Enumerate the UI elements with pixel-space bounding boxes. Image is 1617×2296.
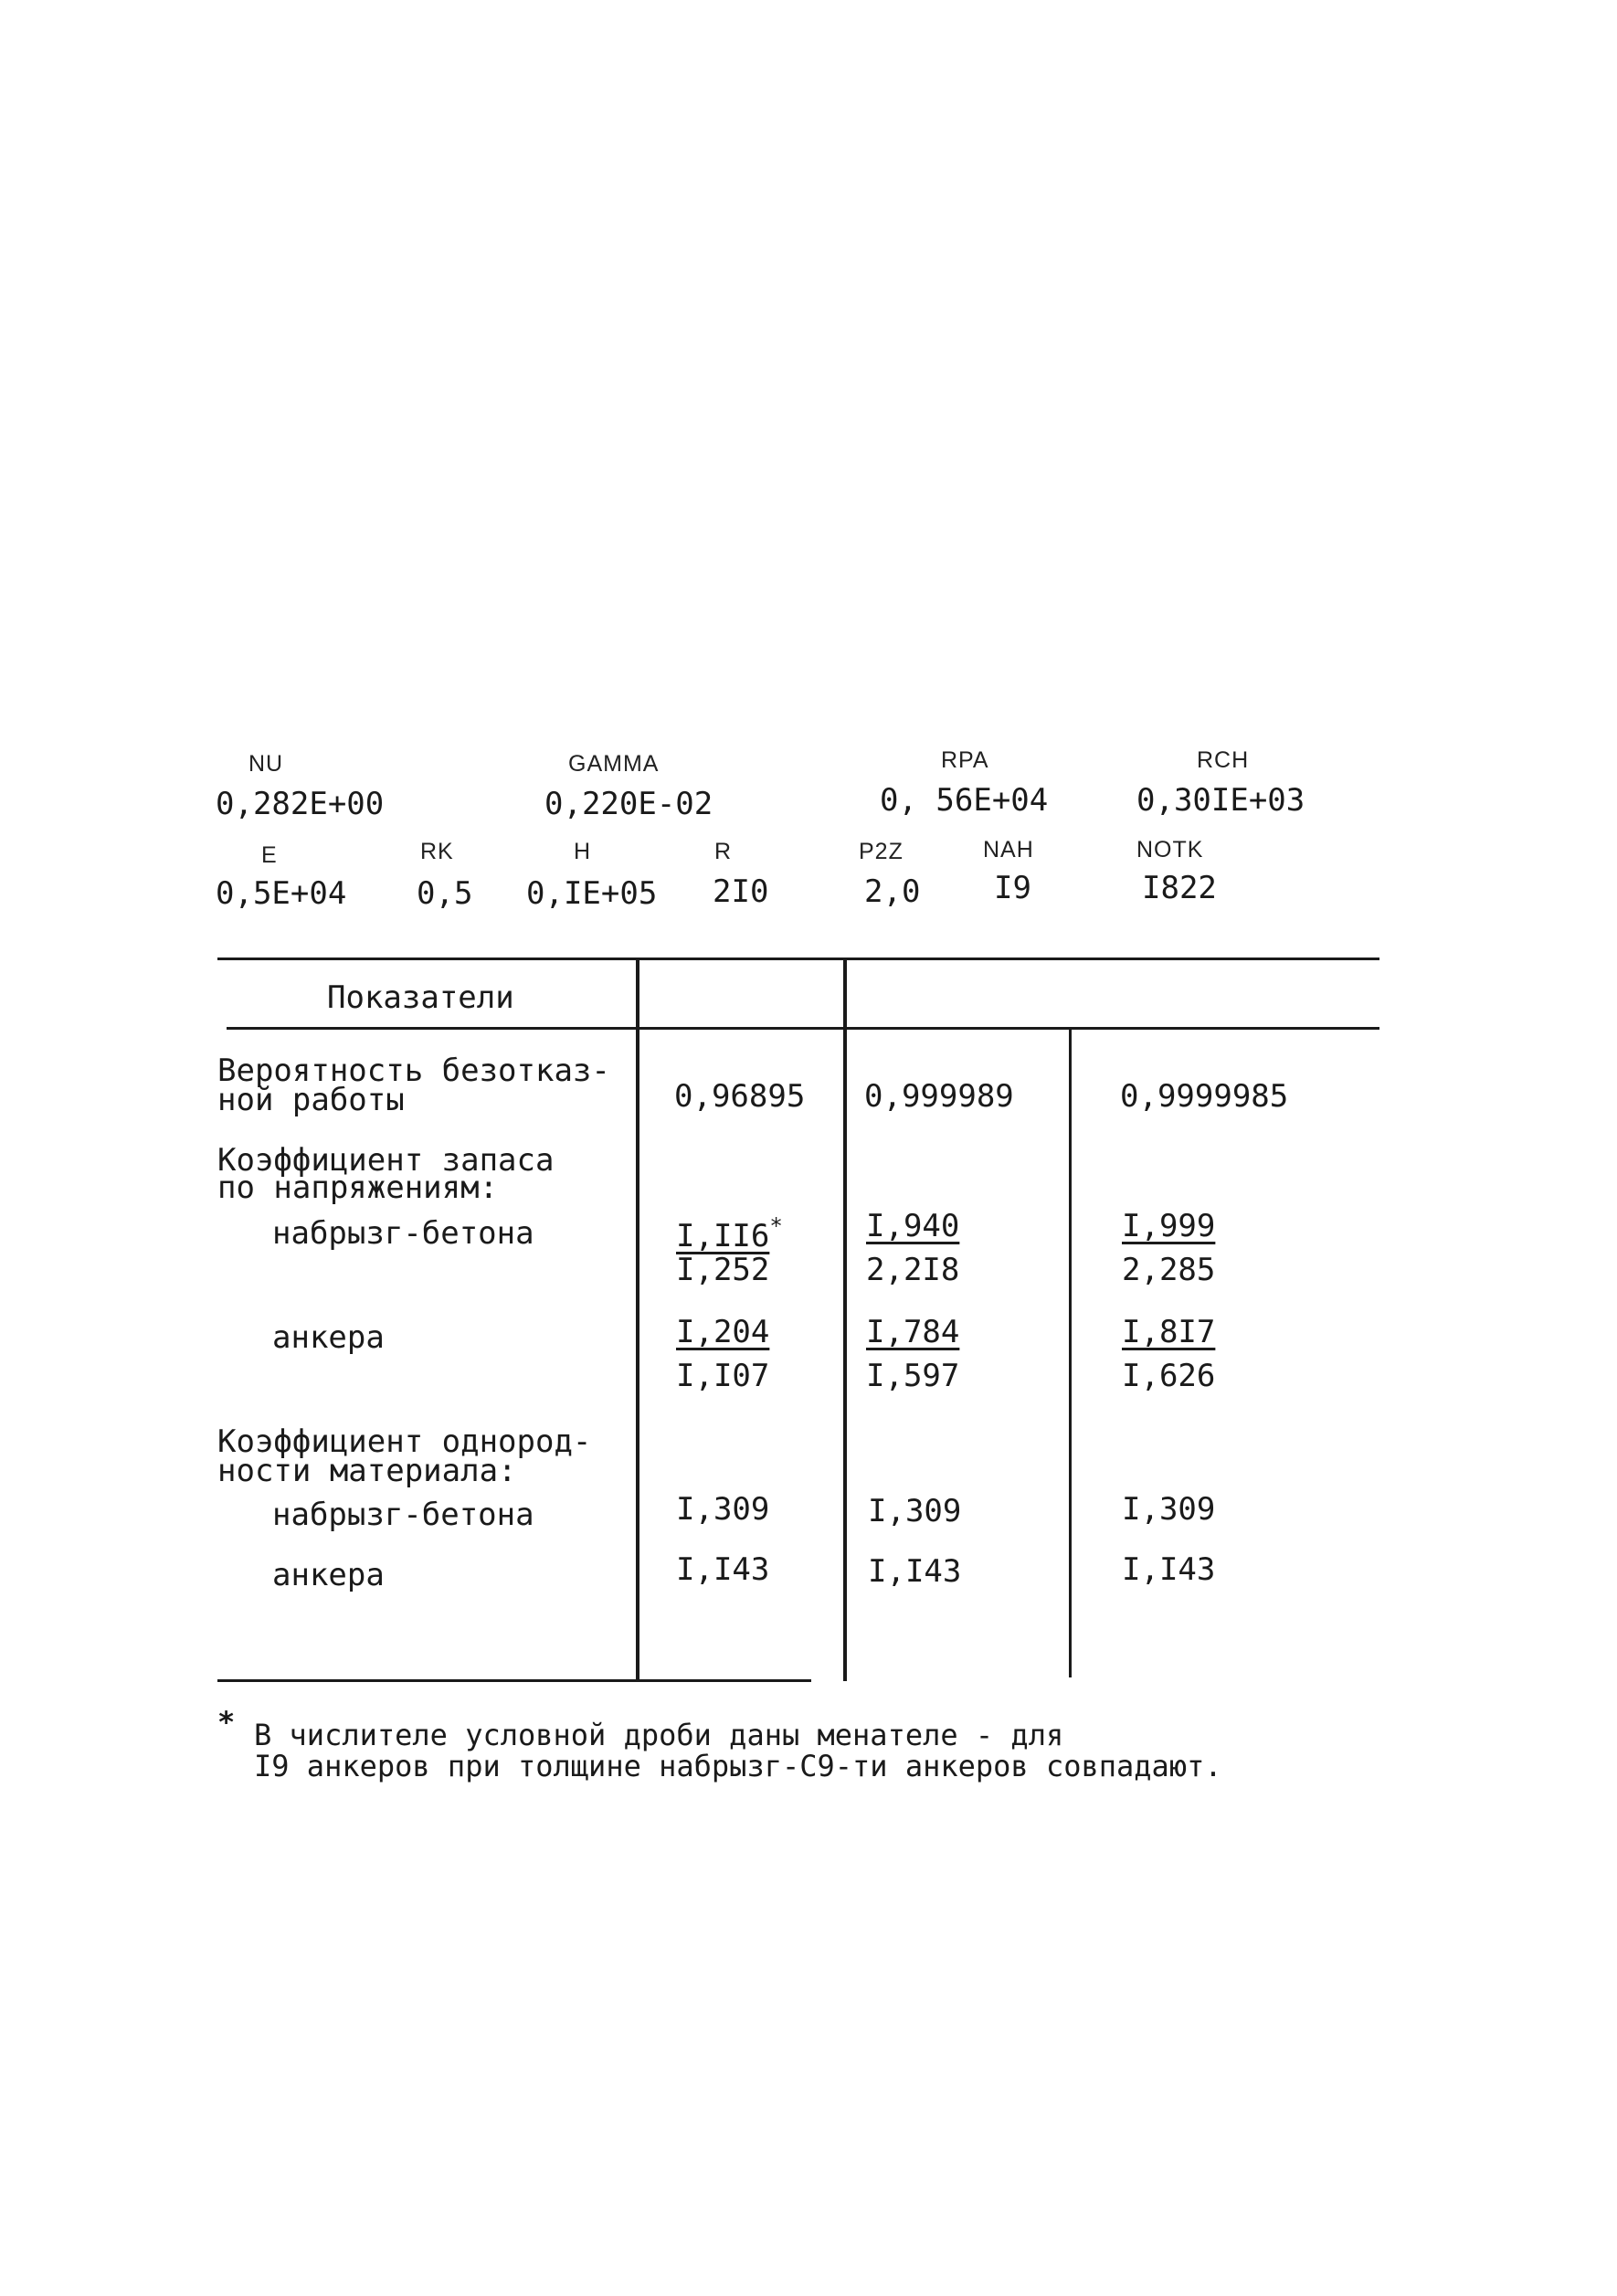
param-nu-label: NU bbox=[248, 751, 284, 777]
param-p2z-value: 2,0 bbox=[864, 873, 921, 910]
param-nah-value: I9 bbox=[994, 870, 1031, 906]
table-col-divider-2 bbox=[843, 958, 847, 1681]
reserve-anchor-col3-top: I,8I7 bbox=[1122, 1314, 1216, 1350]
table-bottom-rule bbox=[217, 1679, 811, 1682]
prob-label-line1: Вероятность безотказ- bbox=[217, 1053, 610, 1089]
prob-value-col2: 0,999989 bbox=[864, 1078, 1014, 1115]
table-top-rule bbox=[217, 958, 1379, 960]
param-notk-value: I822 bbox=[1142, 870, 1217, 906]
param-nah-label: NAH bbox=[983, 837, 1034, 862]
param-gamma-label: GAMMA bbox=[568, 751, 660, 777]
reserve-shotcrete-col3-bottom: 2,285 bbox=[1122, 1252, 1216, 1288]
param-rch-label: RCH bbox=[1197, 747, 1250, 773]
param-h-label: H bbox=[574, 839, 592, 864]
footnote-line2: I9 анкеров при толщине набрызг-С9-ти анкеров совпадают. bbox=[254, 1749, 1222, 1783]
reserve-label-line1: Коэффициент запаса bbox=[217, 1142, 555, 1179]
param-rpa-value: 0, 56E+04 bbox=[880, 782, 1049, 819]
reserve-label-line2: по напряжениям: bbox=[217, 1169, 499, 1206]
footnote-mark: * bbox=[769, 1213, 783, 1239]
reserve-shotcrete-col1-bottom: I,252 bbox=[676, 1252, 770, 1288]
footnote-line1: В числителе условной дроби даны менателе - для bbox=[254, 1718, 1064, 1752]
table-col-divider-1 bbox=[636, 958, 639, 1681]
table-header-rule bbox=[227, 1027, 1379, 1030]
homog-anchor-col1: I,I43 bbox=[676, 1551, 770, 1588]
reserve-anchor-col1-top: I,204 bbox=[676, 1314, 770, 1350]
homog-shotcrete-col3: I,309 bbox=[1122, 1491, 1216, 1528]
reserve-anchor-col2-bottom: I,597 bbox=[866, 1358, 960, 1394]
prob-value-col1: 0,96895 bbox=[674, 1078, 806, 1115]
param-notk-label: NOTK bbox=[1136, 837, 1204, 862]
prob-value-col3: 0,9999985 bbox=[1120, 1078, 1289, 1115]
table-header-label: Показатели bbox=[327, 979, 514, 1016]
param-h-value: 0,IE+05 bbox=[526, 875, 658, 912]
param-nu-value: 0,282E+00 bbox=[216, 786, 385, 822]
param-rpa-label: RPA bbox=[941, 747, 989, 773]
param-e-value: 0,5E+04 bbox=[216, 875, 347, 912]
prob-label-line2: ной работы bbox=[217, 1082, 405, 1118]
reserve-anchor-col3-bottom: I,626 bbox=[1122, 1358, 1216, 1394]
param-rch-value: 0,30IE+03 bbox=[1136, 782, 1305, 819]
reserve-anchor-col1-bottom: I,I07 bbox=[676, 1358, 770, 1394]
reserve-shotcrete-col2-bottom: 2,2I8 bbox=[866, 1252, 960, 1288]
numerator: I,II6 bbox=[676, 1218, 770, 1254]
param-r-value: 2I0 bbox=[713, 873, 769, 910]
homog-shotcrete-col2: I,309 bbox=[868, 1493, 962, 1529]
homog-label-line2: ности материала: bbox=[217, 1453, 517, 1489]
reserve-shotcrete-col2-top: I,940 bbox=[866, 1208, 960, 1244]
homog-label-line1: Коэффициент однород- bbox=[217, 1423, 592, 1460]
homog-anchor-col3: I,I43 bbox=[1122, 1551, 1216, 1588]
homog-shotcrete-col1: I,309 bbox=[676, 1491, 770, 1528]
reserve-sub-shotcrete-label: набрызг-бетона bbox=[272, 1215, 534, 1252]
reserve-sub-anchor-label: анкера bbox=[272, 1319, 385, 1356]
param-e-label: E bbox=[261, 842, 278, 868]
reserve-shotcrete-col3-top: I,999 bbox=[1122, 1208, 1216, 1244]
reserve-anchor-col2-top: I,784 bbox=[866, 1314, 960, 1350]
param-rk-label: RK bbox=[420, 839, 454, 864]
param-r-label: R bbox=[714, 839, 733, 864]
param-rk-value: 0,5 bbox=[417, 875, 473, 912]
footnote-asterisk: * bbox=[217, 1705, 236, 1740]
table-col-divider-3 bbox=[1069, 1027, 1072, 1677]
homog-anchor-col2: I,I43 bbox=[868, 1553, 962, 1590]
homog-sub-anchor-label: анкера bbox=[272, 1557, 385, 1593]
param-p2z-label: P2Z bbox=[859, 839, 904, 864]
param-gamma-value: 0,220E-02 bbox=[544, 786, 713, 822]
homog-sub-shotcrete-label: набрызг-бетона bbox=[272, 1497, 534, 1533]
